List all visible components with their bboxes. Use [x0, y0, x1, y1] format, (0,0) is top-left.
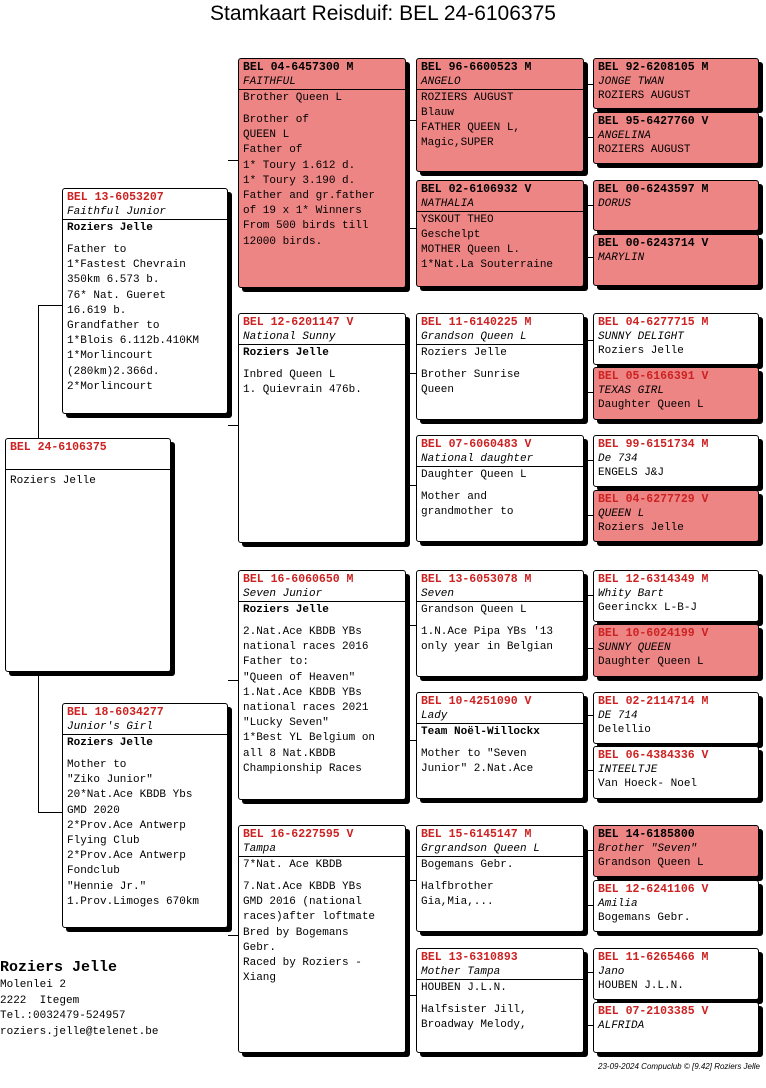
pigeon-name: National Sunny — [239, 330, 405, 345]
pigeon-name: SUNNY QUEEN — [598, 642, 671, 654]
connector-line — [584, 972, 593, 973]
pigeon-name: Junior's Girl — [63, 720, 227, 735]
pigeon-owner: Bogemans Gebr. — [598, 912, 691, 924]
breeder-email[interactable]: roziers.jelle@telenet.be — [0, 1025, 159, 1038]
connector-line — [584, 648, 593, 649]
pigeon-name: QUEEN L — [598, 508, 645, 520]
page-title: Stamkaart Reisduif: BEL 24-6106375 — [210, 2, 556, 25]
pigeon-info: Halfbrother Gia,Mia,... — [421, 881, 494, 909]
pigeon-card-gen4[interactable] — [593, 692, 759, 744]
connector-line — [406, 995, 416, 996]
pigeon-name: TEXAS GIRL — [598, 385, 665, 397]
ring-number: BEL 00-6243714 V — [598, 237, 709, 250]
connector-line — [228, 680, 238, 681]
pigeon-card-gen4[interactable] — [593, 367, 759, 420]
pigeon-card-gen4[interactable] — [593, 570, 759, 622]
pigeon-name: Grgrandson Queen L — [417, 842, 583, 857]
ring-number: BEL 10-4251090 V — [421, 695, 532, 708]
ring-number: BEL 18-6034277 — [67, 706, 164, 719]
connector-line — [584, 257, 593, 258]
pigeon-name: De 734 — [598, 453, 638, 465]
connector-line — [584, 340, 593, 341]
pigeon-owner: YSKOUT THEO — [421, 214, 494, 226]
pigeon-owner: Grandson Queen L — [421, 604, 527, 616]
pigeon-name: Faithful Junior — [63, 205, 227, 220]
pigeon-card-gen4[interactable] — [593, 313, 759, 365]
connector-line — [584, 1025, 593, 1026]
pigeon-info: Mother to "Seven Junior" 2.Nat.Ace — [421, 748, 534, 776]
connector-line — [584, 850, 593, 851]
pigeon-owner: Delellio — [598, 724, 651, 736]
pigeon-owner: 7*Nat. Ace KBDB — [243, 859, 343, 871]
pigeon-owner: Van Hoeck- Noel — [598, 778, 698, 790]
connector-line — [38, 672, 39, 812]
pigeon-card-gen4[interactable] — [593, 825, 759, 877]
pigeon-card-gen3[interactable] — [416, 58, 584, 172]
pigeon-name: Tampa — [239, 842, 405, 857]
pigeon-owner: HOUBEN J.L.N. — [421, 982, 507, 994]
connector-line — [228, 425, 238, 426]
connector-line — [584, 392, 593, 393]
pigeon-card-gen2[interactable] — [238, 570, 406, 800]
pigeon-card-gen4[interactable] — [593, 1002, 759, 1053]
pigeon-card-gen3[interactable] — [416, 570, 584, 677]
pigeon-name: Brother "Seven" — [598, 843, 698, 855]
pigeon-card-gen2[interactable] — [238, 313, 406, 543]
pigeon-owner: Roziers Jelle — [10, 475, 96, 487]
ring-number: BEL 95-6427760 V — [598, 115, 709, 128]
pigeon-card-gen2[interactable] — [238, 825, 406, 1053]
ring-number: BEL 92-6208105 M — [598, 61, 709, 74]
connector-line — [228, 160, 238, 161]
ring-number: BEL 14-6185800 — [598, 828, 695, 841]
pigeon-info: Father to 1*Fastest Chevrain 350km 6.573 b. 76* Nat. Gueret 16.619 b. Grandfather to 1*Blois 6.112b.410KM 1*Morlincourt (280km)2.366d. 2*Morlincourt — [67, 244, 200, 393]
connector-line — [228, 935, 238, 936]
breeder-phone: Tel.:0032479-524957 — [0, 1010, 126, 1022]
pigeon-info: Mother and grandmother to — [421, 491, 514, 519]
ring-number: BEL 04-6277729 V — [598, 493, 709, 506]
ring-number: BEL 15-6145147 M — [421, 828, 532, 841]
ring-number: BEL 13-6053078 M — [421, 573, 532, 586]
pigeon-name: NATHALIA — [417, 197, 583, 212]
pigeon-info: Geschelpt MOTHER Queen L. 1*Nat.La Souterraine — [421, 229, 554, 271]
connector-line — [584, 715, 593, 716]
pigeon-owner: ROZIERS AUGUST — [598, 144, 691, 156]
pigeon-card-gen4[interactable] — [593, 880, 759, 932]
pigeon-name: Mother Tampa — [417, 965, 583, 980]
connector-line — [406, 373, 416, 374]
pigeon-owner: Daughter Queen L — [598, 656, 704, 668]
pigeon-name: DORUS — [598, 198, 632, 210]
pigeon-card-gen4[interactable] — [593, 490, 759, 542]
pigeon-card-gen4[interactable] — [593, 180, 759, 231]
pigeon-info: 2.Nat.Ace KBDB YBs national races 2016 Father to: "Queen of Heaven" 1.Nat.Ace KBDB YBs national races 2021 "Lucky Seven" 1*Best YL Belgium on all 8 Nat.KBDB Championship Races — [243, 626, 376, 775]
breeder-info — [0, 958, 158, 1040]
pigeon-name: National daughter — [417, 452, 583, 467]
pigeon-name — [6, 455, 170, 470]
pigeon-name: ANGELINA — [598, 130, 651, 142]
pigeon-owner: Brother Queen L — [243, 92, 343, 104]
pigeon-name: Jano — [598, 966, 625, 978]
ring-number: BEL 04-6277715 M — [598, 316, 709, 329]
pigeon-card-gen3[interactable] — [416, 180, 584, 287]
pigeon-info: Brother of QUEEN L Father of 1* Toury 1.612 d. 1* Toury 3.190 d. Father and gr.father of 19 x 1* Winners From 500 birds till 12000 birds. — [243, 114, 376, 248]
connector-line — [406, 625, 416, 626]
ring-number: BEL 96-6600523 M — [421, 61, 532, 74]
pigeon-info: 1.N.Ace Pipa YBs '13 only year in Belgian — [421, 626, 554, 654]
pigeon-card-gen4[interactable] — [593, 234, 759, 286]
pigeon-owner: Grandson Queen L — [598, 857, 704, 869]
pigeon-name: DE 714 — [598, 710, 638, 722]
pigeon-info: Inbred Queen L 1. Quievrain 476b. — [243, 369, 362, 397]
pigeon-info: Mother to "Ziko Junior" 20*Nat.Ace KBDB Ybs GMD 2020 2*Prov.Ace Antwerp Flying Club 2*Prov.Ace Antwerp Fondclub "Hennie Jr." 1.Prov.Limoges 670km — [67, 759, 200, 908]
pigeon-name: FAITHFUL — [239, 75, 405, 90]
pigeon-owner: ROZIERS AUGUST — [598, 90, 691, 102]
pigeon-owner: Roziers Jelle — [598, 522, 684, 534]
pigeon-card-gen3[interactable] — [416, 435, 584, 542]
ring-number: BEL 16-6060650 M — [243, 573, 354, 586]
ring-number: BEL 00-6243597 M — [598, 183, 709, 196]
ring-number: BEL 12-6201147 V — [243, 316, 354, 329]
ring-number: BEL 13-6310893 — [421, 951, 518, 964]
pigeon-owner: Roziers Jelle — [598, 345, 684, 357]
pigeon-card-gen3[interactable] — [416, 692, 584, 799]
connector-line — [584, 205, 593, 206]
ring-number: BEL 11-6140225 M — [421, 316, 532, 329]
pigeon-card-gen4[interactable] — [593, 112, 759, 164]
ring-number: BEL 04-6457300 M — [243, 61, 354, 74]
pigeon-name: Seven — [417, 587, 583, 602]
pigeon-card-gen4[interactable] — [593, 746, 759, 799]
ring-number: BEL 10-6024199 V — [598, 627, 709, 640]
pigeon-card-gen4[interactable] — [593, 948, 759, 1000]
footer-credit: 23-09-2024 Compuclub © [9.42] Roziers Jelle — [598, 1062, 760, 1071]
pigeon-owner: Bogemans Gebr. — [421, 859, 514, 871]
pigeon-owner: Daughter Queen L — [421, 469, 527, 481]
connector-line — [584, 770, 593, 771]
pigeon-info: Halfsister Jill, Broadway Melody, — [421, 1004, 527, 1032]
connector-line — [584, 460, 593, 461]
ring-number: BEL 02-6106932 V — [421, 183, 532, 196]
pigeon-owner: Roziers Jelle — [243, 347, 329, 359]
pigeon-name: MARYLIN — [598, 252, 645, 264]
breeder-city: 2222 Itegem — [0, 994, 80, 1007]
pigeon-card-gen4[interactable] — [593, 435, 759, 487]
connector-line — [406, 880, 416, 881]
ring-number: BEL 07-6060483 V — [421, 438, 532, 451]
connector-line — [38, 305, 62, 306]
pigeon-owner: Roziers Jelle — [421, 347, 507, 359]
pigeon-card-subject[interactable] — [5, 438, 171, 672]
pigeon-owner: Roziers Jelle — [67, 222, 153, 234]
pigeon-info: Blauw FATHER QUEEN L, Magic,SUPER — [421, 107, 521, 149]
connector-line — [406, 485, 416, 486]
connector-line — [584, 84, 593, 85]
pigeon-owner: Team Noël-Willockx — [421, 726, 540, 738]
pigeon-card-father[interactable] — [62, 188, 228, 414]
connector-line — [406, 740, 416, 741]
pigeon-card-gen3[interactable] — [416, 948, 584, 1053]
ring-number: BEL 16-6227595 V — [243, 828, 354, 841]
pigeon-info: Brother Sunrise Queen — [421, 369, 521, 397]
ring-number: BEL 24-6106375 — [10, 441, 107, 454]
ring-number: BEL 02-2114714 M — [598, 695, 709, 708]
connector-line — [38, 812, 62, 813]
pigeon-owner: Roziers Jelle — [243, 604, 329, 616]
connector-line — [406, 120, 416, 121]
connector-line — [406, 228, 416, 229]
pigeon-name: JONGE TWAN — [598, 76, 665, 88]
connector-line — [584, 905, 593, 906]
ring-number: BEL 12-6241106 V — [598, 883, 709, 896]
pigeon-name: SUNNY DELIGHT — [598, 331, 684, 343]
ring-number: BEL 99-6151734 M — [598, 438, 709, 451]
ring-number: BEL 06-4384336 V — [598, 749, 709, 762]
ring-number: BEL 13-6053207 — [67, 191, 164, 204]
connector-line — [584, 515, 593, 516]
pigeon-card-gen2[interactable] — [238, 58, 406, 288]
pigeon-name: INTEELTJE — [598, 764, 658, 776]
pigeon-owner: Daughter Queen L — [598, 399, 704, 411]
ring-number: BEL 07-2103385 V — [598, 1005, 709, 1018]
pigeon-info: 7.Nat.Ace KBDB YBs GMD 2016 (national races)after loftmate Bred by Bogemans Gebr. Raced by Roziers - Xiang — [243, 881, 376, 985]
pigeon-owner: ROZIERS AUGUST — [421, 92, 514, 104]
pigeon-card-gen4[interactable] — [593, 624, 759, 677]
pigeon-owner: Geerinckx L-B-J — [598, 602, 698, 614]
pigeon-name: Grandson Queen L — [417, 330, 583, 345]
pigeon-name: ALFRIDA — [598, 1020, 645, 1032]
pigeon-card-gen4[interactable] — [593, 58, 759, 109]
pigeon-name: Seven Junior — [239, 587, 405, 602]
pigeon-owner: Roziers Jelle — [67, 737, 153, 749]
connector-line — [584, 137, 593, 138]
breeder-name: Roziers Jelle — [0, 959, 118, 976]
pigeon-card-mother[interactable] — [62, 703, 228, 928]
ring-number: BEL 12-6314349 M — [598, 573, 709, 586]
pigeon-owner: ENGELS J&J — [598, 467, 665, 479]
breeder-street: Molenlei 2 — [0, 979, 67, 991]
pigeon-card-gen3[interactable] — [416, 825, 584, 932]
connector-line — [38, 305, 39, 438]
pigeon-name: Whity Bart — [598, 588, 665, 600]
pigeon-name: Lady — [417, 709, 583, 724]
connector-line — [584, 595, 593, 596]
pigeon-name: Amilia — [598, 898, 638, 910]
ring-number: BEL 11-6265466 M — [598, 951, 709, 964]
pigeon-name: ANGELO — [417, 75, 583, 90]
ring-number: BEL 05-6166391 V — [598, 370, 709, 383]
pigeon-owner: HOUBEN J.L.N. — [598, 980, 684, 992]
pigeon-card-gen3[interactable] — [416, 313, 584, 420]
